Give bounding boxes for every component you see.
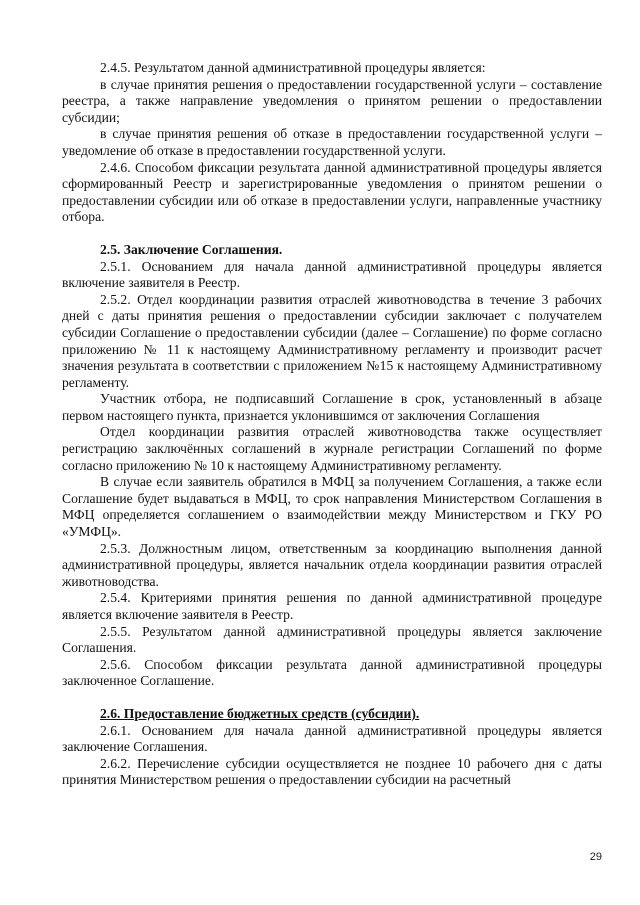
paragraph-2-5-3: 2.5.3. Должностным лицом, ответственным за координацию выполнения данной административной процедуры, является начальник отдела координации развития отраслей животноводства. [62, 540, 602, 589]
section-heading-2-5: 2.5. Заключение Соглашения. [100, 241, 283, 257]
paragraph-2-5-4: 2.5.4. Критериями принятия решения по данной административной процедуре является включение заявителя в Реестр. [62, 590, 602, 622]
paragraph-2-5-2-mfc: В случае если заявитель обратился в МФЦ за получением Соглашения, а также если Соглашение будет выдаваться в МФЦ, то срок направления Министерством Соглашения в МФЦ определяется соглашением о взаимодействии между Министерством и ГКУ РО «УМФЦ». [62, 474, 602, 540]
paragraph-2-6-2: 2.6.2. Перечисление субсидии осуществляется не позднее 10 рабочего дня с даты принятия Министерством решения о предоставлении субсидии на расчетный [62, 755, 602, 788]
paragraph-2-4-5-approval: в случае принятия решения о предоставлении государственной услуги – составление реестра, а также направление уведомления о принятом решении о предоставлении субсидии; [62, 76, 602, 125]
section-heading-2-6 [62, 706, 602, 723]
paragraph-2-5-2-evasion: Участник отбора, не подписавший Соглашение в срок, установленный в абзаце первом настоящего пункта, признается уклонившимся от заключения Соглашения [62, 391, 602, 423]
section-heading-2-6-text: 2.6. Предоставление бюджетных средств (субсидии). [100, 705, 420, 721]
paragraph-2-6-1: 2.6.1. Основанием для начала данной административной процедуры является заключение Соглашения. [62, 722, 602, 755]
paragraph-2-4-6: 2.4.6. Способом фиксации результата данной административной процедуры является сформированный Реестр и зарегистрированные уведомления о принятом решении о предоставлении субсидии или об отказе в предоставлении услуги, направленные участнику отбора. [62, 159, 602, 225]
paragraph-2-5-2: 2.5.2. Отдел координации развития отраслей животноводства в течение 3 рабочих дней с даты принятия решения о предоставлении субсидии заключает с получателем субсидии Соглашение о предоставлении субсидии (далее – Соглашение) по форме согласно приложению № 11 к настоящему Административному регламенту и производит расчет значения результата в соответствии с приложением №15 к настоящему Административному регламенту. [62, 291, 602, 390]
page-number: 29 [589, 851, 602, 863]
paragraph-2-4-5: 2.4.5. Результатом данной административной процедуры является: [100, 60, 486, 75]
paragraph-2-4-5-refusal: в случае принятия решения об отказе в предоставлении государственной услуги – уведомление об отказе в предоставлении государственной услуги. [62, 126, 602, 158]
paragraph-2-5-5: 2.5.5. Результатом данной административной процедуры является заключение Соглашения. [62, 623, 602, 656]
paragraph-2-5-2-registration: Отдел координации развития отраслей животноводства также осуществляет регистрацию заключённых соглашений в журнале регистрации Соглашений по форме согласно приложению № 10 к настоящему Административному регламенту. [62, 424, 602, 473]
paragraph-2-5-6: 2.5.6. Способом фиксации результата данной административной процедуры заключенное Соглашение. [62, 656, 602, 689]
paragraph-2-5-1: 2.5.1. Основанием для начала данной административной процедуры является включение заявителя в Реестр. [62, 258, 602, 291]
